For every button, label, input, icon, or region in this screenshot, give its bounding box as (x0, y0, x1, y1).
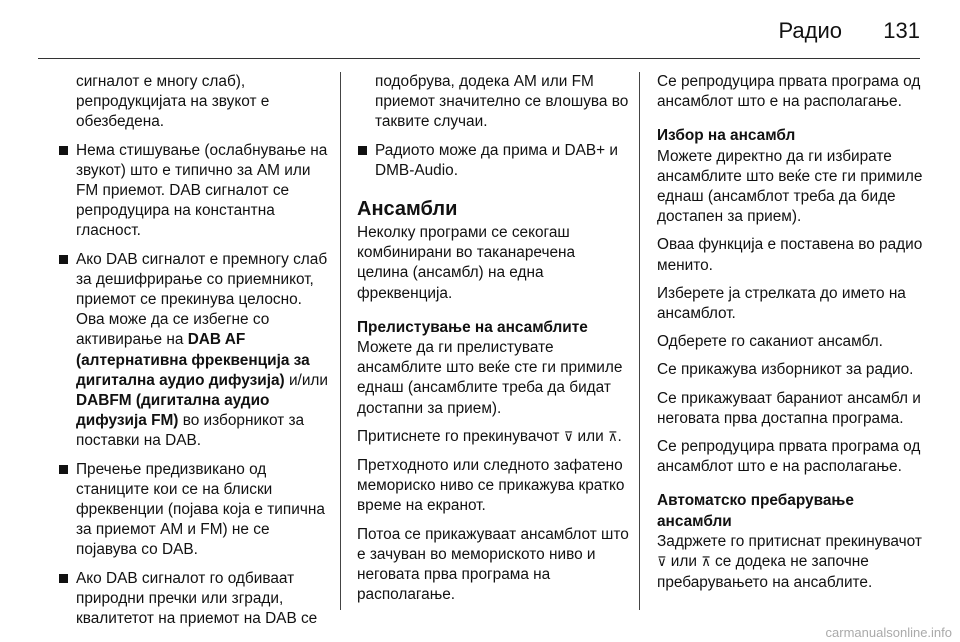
paragraph (657, 532, 929, 594)
paragraph-text: или (573, 427, 608, 445)
dab-af-term: DAB AF (алтернативна фреквенција за дигитална аудио дифузија) (76, 331, 310, 389)
paragraph-text: се додека не започне пребарувањето на ансаблите. (657, 553, 873, 592)
paragraph: Се репродуцира првата програма од ансамблот што е на располагање. (657, 438, 921, 476)
header-divider (38, 58, 920, 59)
bullet-square-icon (59, 146, 68, 155)
continued-paragraph: подобрува, додека AM или FM приемот значително се влошува во таквите случаи. (375, 73, 629, 131)
list-item (357, 141, 629, 181)
bullet-square-icon (358, 146, 367, 155)
down-switch-icon: ⊽ (657, 555, 667, 571)
down-switch-icon: ⊽ (563, 429, 574, 445)
paragraph: Оваа функција е поставена во радио менито. (657, 236, 923, 274)
paragraph: Се прикажуваат бараниот ансамбл и неговата прва достапна програма. (657, 389, 921, 427)
list-item (58, 250, 330, 452)
subsection-heading: Избор на ансамбл (657, 127, 796, 145)
section-heading: Ансамбли (357, 198, 458, 221)
up-switch-icon: ⊼ (607, 429, 618, 445)
list-item-text: Радиото може да прима и DAB+ и DMB-Audio. (375, 141, 619, 179)
bullet-square-icon (59, 574, 68, 583)
column-divider-2 (639, 72, 640, 610)
list-item (58, 460, 330, 561)
bullet-square-icon (59, 465, 68, 474)
list-item (58, 569, 330, 630)
paragraph: Потоа се прикажуваат ансамблот што е зачуван во мемориското ниво и неговата прва програма на располагање. (357, 525, 629, 604)
column-1 (58, 72, 330, 637)
list-item-text: и/или (284, 371, 329, 389)
paragraph: Изберете ја стрелката до името на ансамблот. (657, 284, 906, 323)
continued-paragraph: сигналот е многу слаб), репродукцијата на звукот е обезбедена. (76, 73, 270, 131)
subsection-heading: Прелистување на ансамблите (357, 318, 588, 336)
list-item-text: Нема стишување (ослабнување на звукот) што е типично за АМ или FM приемот. DAB сигналот се репродуцира на константна гласност. (76, 141, 328, 240)
paragraph: Можете да ги прелистувате ансамблите што веќе сте ги примиле еднаш (ансамблите треба да бидат достапни за прием). (357, 339, 623, 417)
page-title: Радио (778, 18, 842, 43)
paragraph-text: или (666, 553, 702, 571)
bullet-square-icon (59, 255, 68, 264)
section-intro: Неколку програми се секогаш комбинирани во таканаречена целина (ансамбл) на една фреквенција. (357, 224, 576, 302)
paragraph: Можете директно да ги избирате ансамблите што веќе сте ги примиле еднаш (ансамблот треба да биде достапен за прием). (657, 147, 923, 226)
list-item-text: Пречење предизвикано од станиците кои се на блиски фреквенции (појава која е типична за приемот АМ и FM) не се појавува со DAB. (76, 460, 325, 559)
dabfm-term: DABFM (дигитална аудио дифузија FM) (76, 392, 270, 430)
list-item-text: во изборникот за поставки на DAB. (76, 412, 305, 450)
column-3 (657, 72, 929, 601)
column-divider-1 (340, 72, 341, 610)
paragraph: Се репродуцира првата програма од ансамблот што е на располагање. (657, 73, 921, 111)
watermark: carmanualsonline.info (825, 625, 952, 640)
paragraph-text: . (617, 427, 622, 445)
column-2 (357, 72, 629, 613)
list-item (58, 141, 330, 242)
paragraph-text: Задржете го притиснат прекинувачот (657, 532, 922, 550)
paragraph: Претходното или следното зафатено мемориско ниво се прикажува кратко време на екранот. (357, 457, 625, 515)
page-header (0, 0, 960, 58)
list-item-text: Ако DAB сигналот е премногу слаб за дешифрирање со приемникот, приемот се прекинува целосно. Ова може да се избегне со активирање на (76, 250, 328, 349)
subsection-heading: Автоматско пребарување ансамбли (657, 492, 854, 530)
list-item-text: Ако DAB сигналот го одбиваат природни пречки или згради, квалитетот на приемот на DAB се (76, 569, 318, 628)
paragraph (357, 427, 629, 448)
paragraph: Се прикажува изборникот за радио. (657, 361, 914, 379)
page-number: 131 (883, 18, 920, 43)
paragraph-text: Притиснете го прекинувачот (357, 427, 564, 445)
paragraph: Одберете го саканиот ансамбл. (657, 333, 883, 351)
up-switch-icon: ⊼ (701, 555, 711, 571)
